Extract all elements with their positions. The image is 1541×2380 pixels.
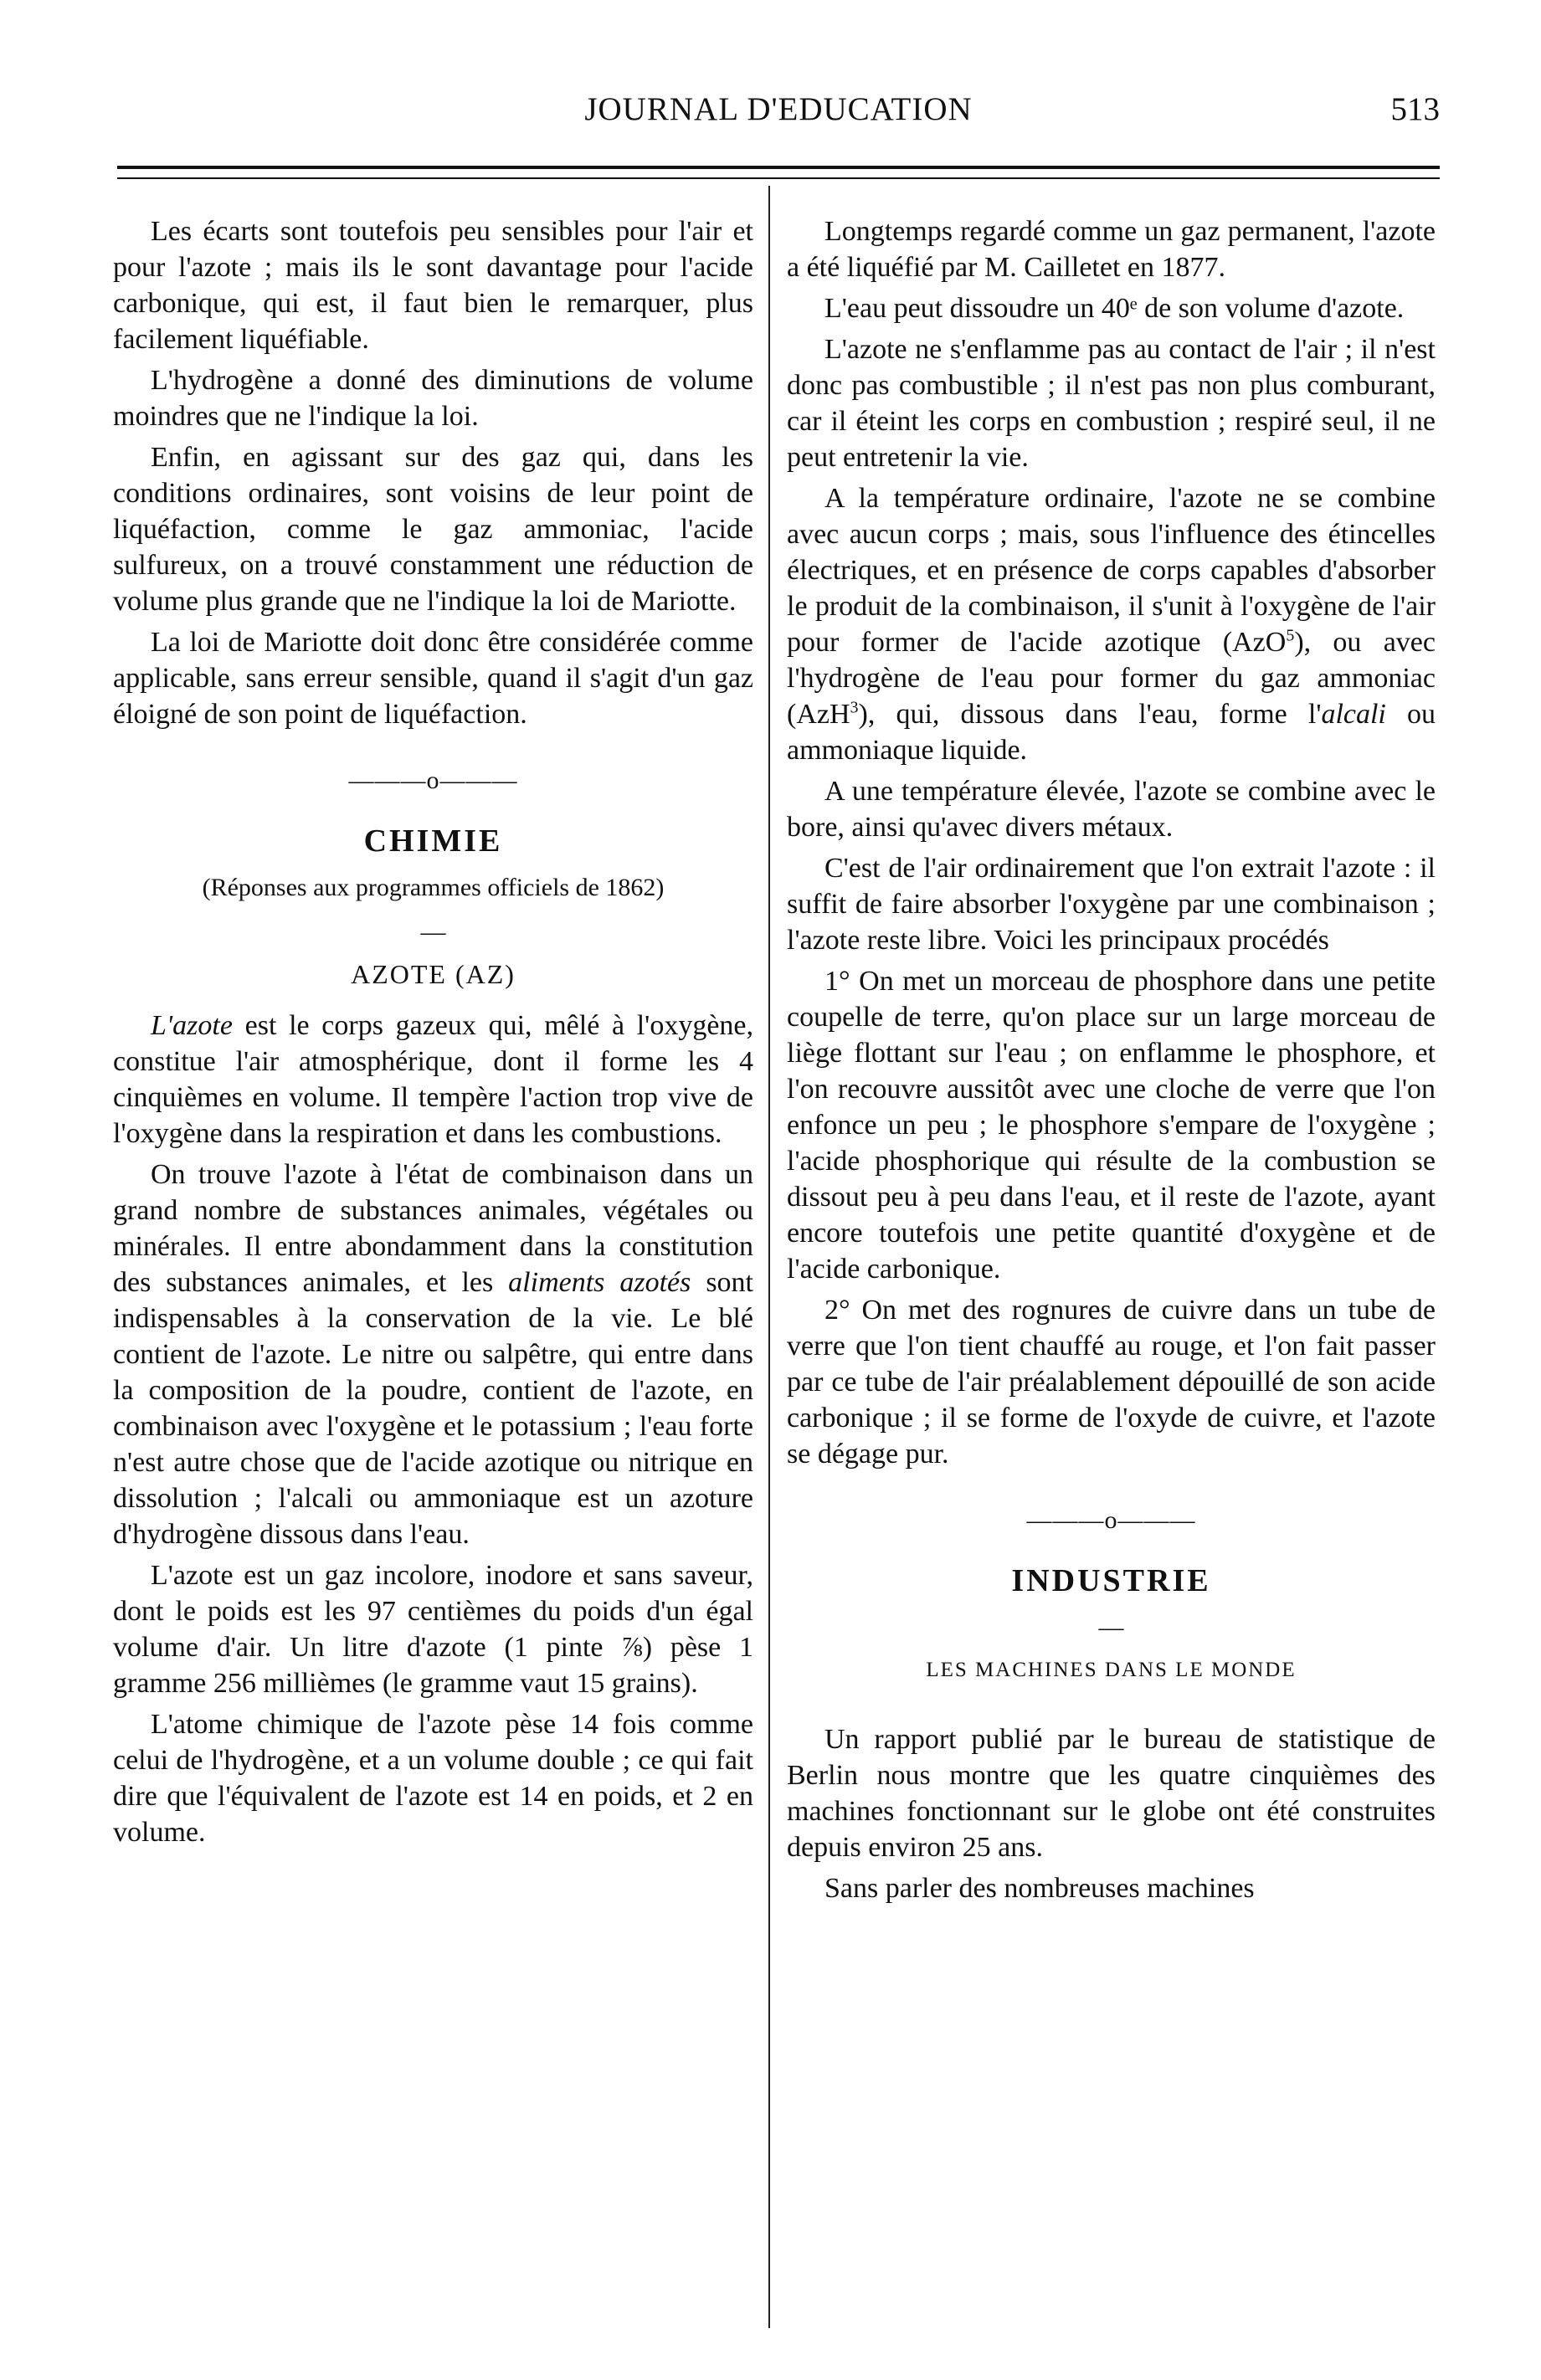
article-heading-machines: LES MACHINES DANS LE MONDE (926, 1659, 1297, 1681)
section-separator: ———o——— (1026, 1506, 1196, 1534)
paragraph-text: On trouve l'azote à l'état de combinaison dans un grand nombre de substances animales, végétales ou minérales. Il entre abondamment dans la constitution des substances animales, et les (113, 1159, 753, 1298)
superscript: 5 (1286, 626, 1295, 645)
italic-term: alcali (1321, 699, 1386, 730)
right-column (787, 213, 1436, 1911)
paragraph-text: est le corps gazeux qui, mêlé à l'oxygène, constitue l'air atmosphérique, dont il forme les 4 cinquièmes en volume. Il tempère l'action trop vive de l'oxygène dans la respiration et dans les combustions. (113, 1010, 753, 1149)
paragraph: La loi de Mariotte doit donc être considérée comme applicable, sans erreur sensible, quand il s'agit d'un gaz éloigné de son point de liquéfaction. (113, 627, 753, 730)
dash-divider: — (420, 918, 446, 946)
dash-divider: — (1098, 1613, 1124, 1641)
section-subtitle: (Réponses aux programmes officiels de 1862) (202, 874, 665, 901)
left-column (113, 213, 753, 1855)
paragraph: Longtemps regardé comme un gaz permanent, l'azote a été liquéfié par M. Cailletet en 1877. (787, 216, 1436, 283)
paragraph-text: ), ou avec l'hydrogène de l'eau pour former du gaz ammoniac (AzH (787, 627, 1436, 730)
paragraph: Un rapport publié par le bureau de statistique de Berlin nous montre que les quatre cinquièmes des machines fonctionnant sur le globe ont été construites depuis environ 25 ans. (787, 1724, 1436, 1863)
paragraph-text: ), qui, dissous dans l'eau, forme l' (858, 699, 1322, 730)
paragraph: 2° On met des rognures de cuivre dans un tube de verre que l'on tient chauffé au rouge, et l'on fait passer par ce tube de l'air préalablement dépouillé de son acide carbonique ; il se forme de l'oxyde de cuivre, et l'azote se dégage pur. (787, 1295, 1436, 1470)
paragraph: L'hydrogène a donné des diminutions de volume moindres que ne l'indique la loi. (113, 365, 753, 432)
running-title: JOURNAL D'EDUCATION (584, 91, 973, 127)
header-rule-thick (117, 166, 1440, 169)
paragraph-text: ou ammoniaque liquide. (787, 699, 1436, 766)
paragraph: L'azote est un gaz incolore, inodore et sans saveur, dont le poids est les 97 centièmes du poids d'un égal volume d'air. Un litre d'azote (1 pinte ⅞) pèse 1 gramme 256 millièmes (le gramme vaut 15 grains). (113, 1560, 753, 1699)
italic-term: L'azote (151, 1010, 233, 1041)
page-number: 513 (1390, 91, 1440, 127)
paragraph: 1° On met un morceau de phosphore dans une petite coupelle de terre, qu'on place sur un large morceau de liège flottant sur l'eau ; on enflamme le phosphore, et l'on recouvre aussitôt avec une cloche de verre que l'on enfonce un peu ; le phosphore s'empare de l'oxygène ; l'acide phosphorique qui résulte de la combustion se dissout peu à peu dans l'eau, et il reste de l'azote, ayant encore toutefois une petite quantité d'oxygène et de l'acide carbonique. (787, 966, 1436, 1285)
column-divider (768, 186, 770, 2328)
paragraph: Les écarts sont toutefois peu sensibles pour l'air et pour l'azote ; mais ils le sont davantage pour l'acide carbonique, qui est, il faut bien le remarquer, plus facilement liquéfiable. (113, 216, 753, 355)
paragraph: L'eau peut dissoudre un 40ᵉ de son volume d'azote. (824, 293, 1405, 324)
paragraph (113, 1008, 753, 1152)
section-title-industrie: INDUSTRIE (1011, 1563, 1211, 1598)
article-heading-azote: AZOTE (AZ) (351, 959, 516, 989)
superscript: 3 (850, 698, 859, 717)
paragraph (113, 1157, 753, 1552)
paragraph: A une température élevée, l'azote se combine avec le bore, ainsi qu'avec divers métaux. (787, 776, 1436, 843)
paragraph-text: A la température ordinaire, l'azote ne se combine avec aucun corps ; mais, sous l'influence des étincelles électriques, et en présence de corps capables d'absorber le produit de la combinaison, il s'unit à l'oxygène de l'air pour former de l'acide azotique (AzO (787, 483, 1436, 658)
page-header (117, 90, 1440, 141)
paragraph-text: sont indispensables à la conservation de la vie. Le blé contient de l'azote. Le nitre ou salpêtre, qui entre dans la composition de la poudre, contient de l'azote, en combinaison avec l'oxygène et le potassium ; l'eau forte n'est autre chose que de l'acide azotique ou nitrique en dissolution ; l'alcali ou ammoniaque est un azoture d'hydrogène dissous dans l'eau. (113, 1267, 753, 1550)
paragraph: C'est de l'air ordinairement que l'on extrait l'azote : il suffit de faire absorber l'oxygène par une combinaison ; l'azote reste libre. Voici les principaux procédés (787, 853, 1436, 956)
header-rule-thin (117, 177, 1440, 179)
paragraph: Sans parler des nombreuses machines (824, 1873, 1255, 1904)
paragraph: L'atome chimique de l'azote pèse 14 fois comme celui de l'hydrogène, et a un volume double ; ce qui fait dire que l'équivalent de l'azote est 14 en poids, et 2 en volume. (113, 1709, 753, 1848)
italic-term: aliments azotés (508, 1267, 691, 1298)
section-separator: ———o——— (348, 767, 518, 794)
paragraph: Enfin, en agissant sur des gaz qui, dans les conditions ordinaires, sont voisins de leur point de liquéfaction, comme le gaz ammoniac, l'acide sulfureux, on a trouvé constamment une réduction de volume plus grande que ne l'indique la loi de Mariotte. (113, 442, 753, 617)
paragraph: L'azote ne s'enflamme pas au contact de l'air ; il n'est donc pas combustible ; il n'est pas non plus comburant, car il éteint les corps en combustion ; respiré seul, il ne peut entretenir la vie. (787, 334, 1436, 473)
section-title-chimie: CHIMIE (363, 823, 503, 859)
paragraph (787, 480, 1436, 768)
